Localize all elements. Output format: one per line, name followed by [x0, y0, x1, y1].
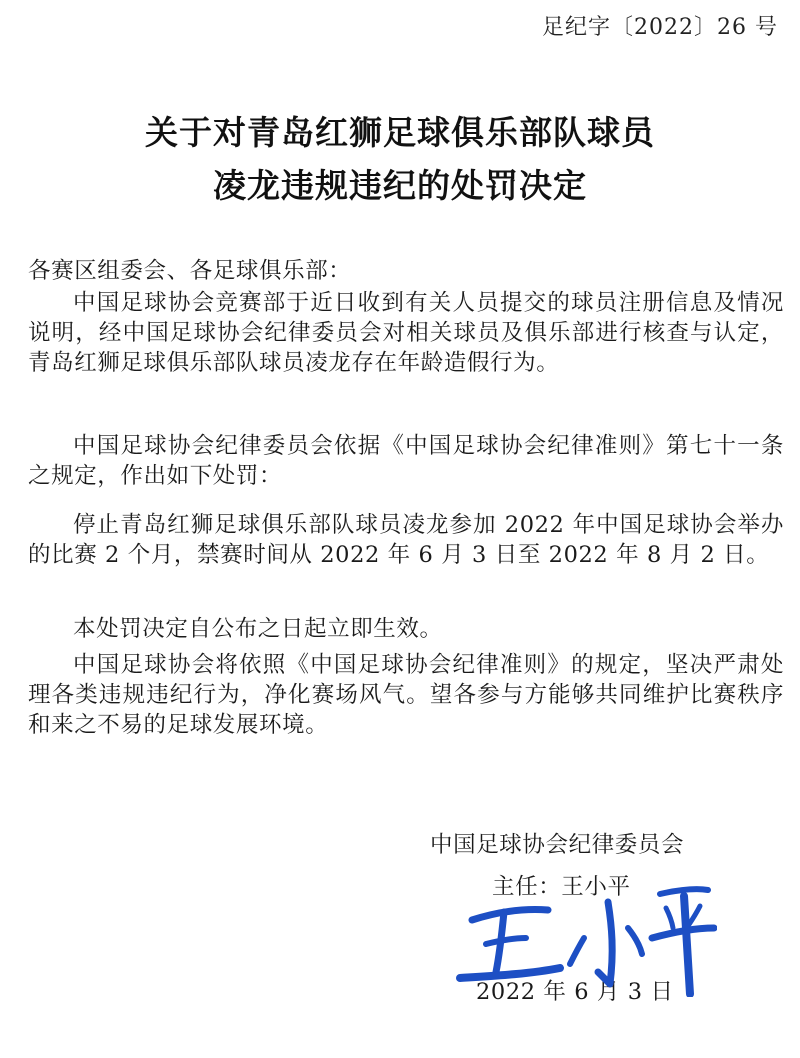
paragraph-legal-basis: 中国足球协会纪律委员会依据《中国足球协会纪律准则》第七十一条之规定，作出如下处罚：	[28, 433, 784, 489]
issuing-organization: 中国足球协会纪律委员会	[430, 832, 685, 858]
paragraph-investigation: 中国足球协会竞赛部于近日收到有关人员提交的球员注册信息及情况说明，经中国足球协会纪律委员会对相关球员及俱乐部进行核查与认定，青岛红狮足球俱乐部队球员凌龙存在年龄造假行为。	[28, 290, 784, 376]
handwritten-signature	[452, 872, 717, 997]
document-title-line-2: 凌龙违规违纪的处罚决定	[213, 166, 587, 205]
paragraph-closing-statement: 中国足球协会将依照《中国足球协会纪律准则》的规定，坚决严肃处理各类违规违纪行为，净化赛场风气。望各参与方能够共同维护比赛秩序和来之不易的足球发展环境。	[28, 652, 784, 738]
salutation: 各赛区组委会、各足球俱乐部：	[28, 258, 352, 284]
paragraph-effective-date: 本处罚决定自公布之日起立即生效。	[73, 616, 443, 642]
signatory-role: 主任：王小平	[492, 874, 631, 900]
paragraph-penalty: 停止青岛红狮足球俱乐部队球员凌龙参加 2022 年中国足球协会举办的比赛 2 个月，禁赛时间从 2022 年 6 月 3 日至 2022 年 8 月 2 日。	[28, 512, 784, 568]
document-title-line-1: 关于对青岛红狮足球俱乐部队球员	[145, 113, 655, 152]
issue-date: 2022 年 6 月 3 日	[476, 979, 674, 1005]
document-number: 足纪字〔2022〕26 号	[542, 15, 778, 40]
